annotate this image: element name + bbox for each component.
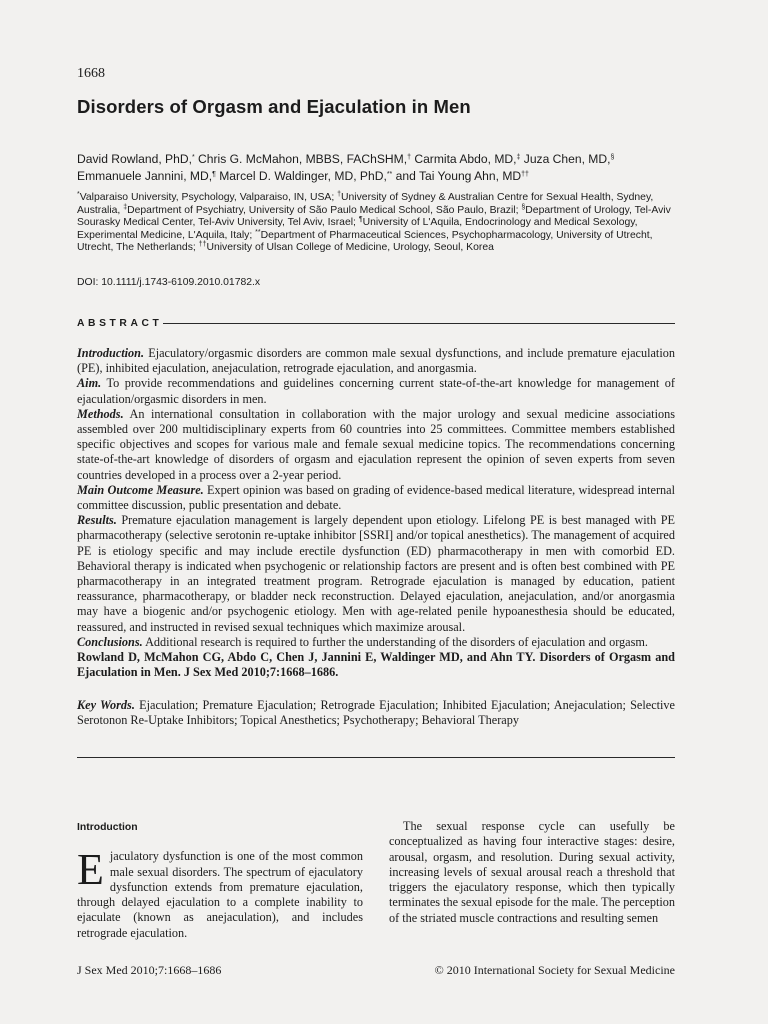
keywords — [77, 698, 675, 728]
author-text: David Rowland, PhD, — [77, 152, 192, 166]
abstract-conclusions — [77, 635, 675, 650]
methods-label: Methods. — [77, 406, 124, 421]
affiliation-marker: †† — [198, 241, 207, 249]
author-text: and Tai Young Ahn, MD — [392, 169, 522, 183]
abstract-introduction — [77, 346, 675, 376]
author-marker: ** — [386, 171, 393, 178]
page-number: 1668 — [77, 66, 105, 81]
author-marker: § — [610, 154, 615, 161]
abstract-methods — [77, 407, 675, 483]
affiliation-text: Department of Urology, Tel-Aviv Sourasky Medical Center, Tel-Aviv University, Tel Aviv, Israel; — [77, 204, 671, 229]
abstract-results — [77, 513, 675, 635]
aim-label: Aim. — [77, 376, 102, 391]
affiliations — [77, 192, 682, 255]
intro-paragraph-text: jaculatory dysfunction is one of the most common male sexual disorders. The spectrum of ejaculatory dysfunction extends from premature ejaculation, through delayed ejaculation to a complete inability to ejaculate (known as anejaculation), and includes retrograde ejaculation. — [77, 849, 363, 940]
abstract-outcome — [77, 483, 675, 513]
doi-link[interactable]: DOI: 10.1111/j.1743-6109.2010.01782.x — [77, 277, 261, 288]
introduction-label: Introduction. — [77, 346, 145, 360]
author-marker: ‡ — [516, 154, 521, 161]
keywords-label: Key Words. — [77, 698, 135, 712]
author-text: Chris G. McMahon, MBBS, FAChSHM, — [194, 152, 408, 166]
affiliation-text: University of Ulsan College of Medicine, Urology, Seoul, Korea — [206, 242, 494, 254]
author-list — [77, 151, 682, 185]
introduction-text: Ejaculatory/orgasmic disorders are common male sexual dysfunctions, and include premature ejaculation (PE), inhibited ejaculation, anejaculation, retrograde ejaculation, and anorgasmia. — [77, 346, 675, 376]
affiliation-text: Valparaiso University, Psychology, Valparaiso, IN, USA; — [79, 192, 338, 203]
affiliation-marker: † — [337, 191, 342, 198]
outcome-label: Main Outcome Measure. — [77, 482, 204, 497]
drop-cap: E — [77, 845, 104, 895]
abstract-citation: Rowland D, McMahon CG, Abdo C, Chen J, Jannini E, Waldinger MD, and Ahn TY. Disorders of Orgasm and Ejaculation in Men. J Sex Med 2010;7:1668–1686. — [77, 650, 675, 680]
journal-citation-footer: J Sex Med 2010;7:1668–1686 — [77, 963, 222, 977]
conclusions-text: Additional research is required to further the understanding of the disorders of ejaculation and orgasm. — [142, 634, 648, 649]
intro-paragraph — [77, 845, 363, 941]
author-marker: † — [407, 154, 411, 161]
author-text: Marcel D. Waldinger, MD, PhD, — [215, 169, 387, 183]
abstract-body — [77, 346, 675, 680]
affiliation-marker: ¶ — [358, 216, 363, 224]
section-divider — [77, 757, 675, 758]
author-marker: * — [191, 154, 195, 161]
affiliation-marker: ** — [255, 228, 261, 236]
abstract-aim — [77, 376, 675, 406]
author-marker: †† — [521, 171, 529, 178]
conclusions-label: Conclusions. — [77, 634, 143, 649]
author-text: Juza Chen, MD, — [520, 152, 611, 166]
affiliation-marker: ‡ — [123, 203, 128, 211]
body-column-left — [77, 820, 363, 941]
author-text: Carmita Abdo, MD, — [410, 152, 517, 166]
affiliation-marker: § — [521, 203, 526, 211]
abstract-rule — [163, 323, 675, 324]
author-text: Emmanuele Jannini, MD, — [77, 169, 213, 183]
methods-text: An international consultation in collaboration with the major urology and sexual medicine associations assembled over 200 multidisciplinary experts from 60 countries into 25 committees. Committee members established specific objectives and scopes for various male and female sexual medicine topics. The recommendations concerning state-of-the-art knowledge of disorders of orgasm and ejaculation represent the opinion of seven experts from seven countries developed in a process over a 2-year period. — [77, 406, 675, 482]
affiliation-marker: * — [77, 191, 80, 198]
article-title: Disorders of Orgasm and Ejaculation in Men — [77, 96, 471, 117]
affiliation-text: University of L'Aquila, Endocrinology and Medical Sexology, Experimental Medicine, L'Aquila, Italy; — [77, 217, 638, 241]
keywords-text: Ejaculation; Premature Ejaculation; Retrograde Ejaculation; Inhibited Ejaculation; Anejaculation; Selective Serotonon Re-Uptake Inhibitors; Topical Anesthetics; Psychotherapy; Behavioral Therapy — [77, 698, 675, 728]
affiliation-text: Department of Pharmaceutical Sciences, Psychopharmacology, University of Utrecht, Utrecht, The Netherlands; — [77, 229, 653, 254]
author-marker: ¶ — [212, 171, 216, 178]
results-label: Results. — [77, 513, 117, 528]
copyright-footer: © 2010 International Society for Sexual Medicine — [434, 963, 675, 977]
section-heading: Introduction — [77, 822, 138, 833]
abstract-heading — [77, 318, 675, 329]
results-text: Premature ejaculation management is largely dependent upon etiology. Lifelong PE is best managed with PE pharmacotherapy (selective serotonin re-uptake inhibitor [SSRI] and/or topical anesthetics). The management of acquired PE is etiology specific and may include erectile dysfunction (ED) pharmacotherapy in men with comorbid ED. Behavioral therapy is indicated when psychogenic or relationship factors are present and is often best combined with PE pharmacotherapy in an integrated treatment program. Retrograde ejaculation is managed by education, patient reassurance, pharmacotherapy, or bladder neck reconstruction. Delayed ejaculation, anejaculation, and/or anorgasmia may have a biogenic and/or psychogenic etiology. Men with age-related penile hypoanesthesia should be educated, reassured, and instructed in revised sexual techniques which maximize arousal. — [77, 513, 675, 634]
affiliation-text: University of Sydney & Australian Centre for Sexual Health, Sydney, Australia, — [77, 192, 654, 216]
body-paragraph: The sexual response cycle can usefully be conceptualized as having four interactive stages: desire, arousal, orgasm, and resolution. During sexual activity, increasing levels of sexual arousal reach a threshold that triggers the ejaculatory response, which then typically terminates the sexual episode for the male. The perception of the striated muscle contractions and resulting semen — [389, 819, 675, 925]
outcome-text: Expert opinion was based on grading of evidence-based medical literature, widespread internal committee discussion, public presentation and debate. — [77, 482, 675, 513]
abstract-label: ABSTRACT — [77, 318, 163, 329]
affiliation-text: Department of Psychiatry, University of São Paulo Medical School, São Paulo, Brazil; — [127, 204, 522, 216]
body-column-right — [389, 819, 675, 926]
aim-text: To provide recommendations and guidelines concerning current state-of-the-art knowledge for management of ejaculation/orgasmic disorders in men. — [77, 376, 675, 406]
